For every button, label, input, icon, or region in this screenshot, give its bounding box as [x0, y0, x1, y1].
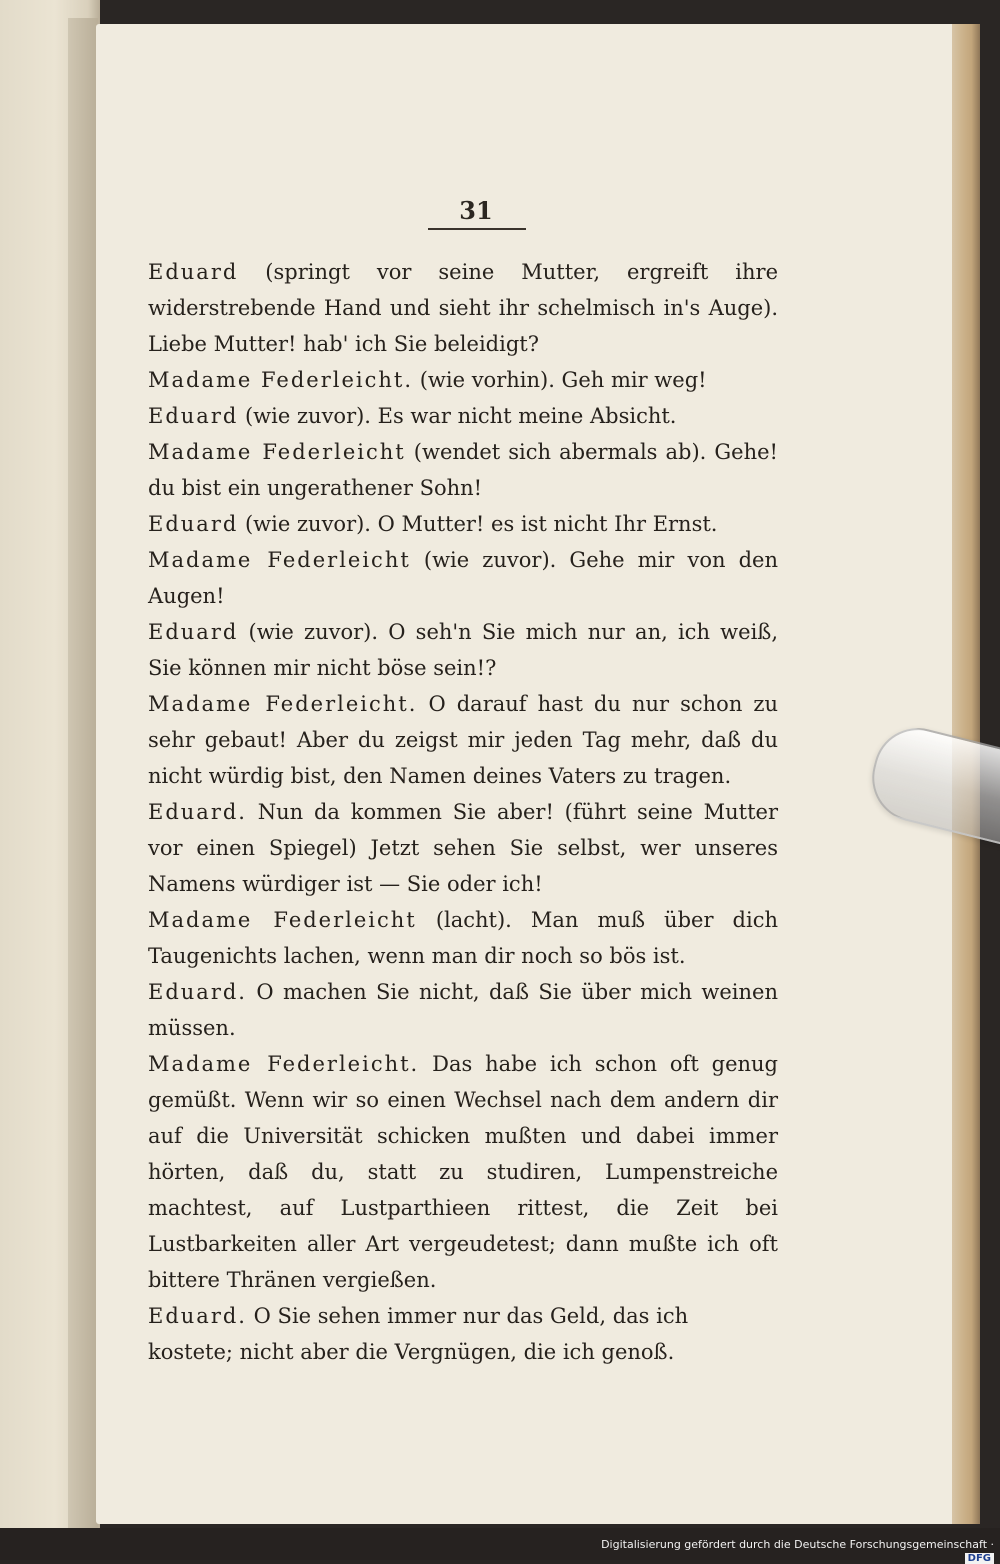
dialogue-text: (springt vor seine Mutter, ergreift ihre widerstrebende Hand und sieht ihr schelmisch in's Auge). Liebe Mutter! hab' ich Sie beleidigt?: [148, 260, 778, 356]
dialogue-text: (wie zuvor). Gehe mir von den Augen!: [148, 548, 778, 608]
speaker-name: Madame Federleicht.: [148, 692, 418, 716]
play-text: [148, 254, 778, 1370]
speaker-name: Eduard: [148, 620, 239, 644]
credit-text: Digitalisierung gefördert durch die Deutsche Forschungsgemeinschaft ·: [601, 1538, 994, 1551]
speaker-name: Eduard: [148, 512, 239, 536]
dialogue-text: (wendet sich abermals ab). Gehe! du bist ein ungerathener Sohn!: [148, 440, 778, 500]
dialogue-text: Nun da kommen Sie aber! (führt seine Mutter vor einen Spiegel) Jetzt sehen Sie selbst, wer unseres Namens würdiger ist — Sie oder ich!: [148, 800, 778, 896]
dialogue-text: (wie zuvor). O seh'n Sie mich nur an, ich weiß, Sie können mir nicht böse sein!?: [148, 620, 778, 680]
speaker-name: Madame Federleicht.: [148, 1052, 420, 1076]
dialogue-paragraph: [148, 362, 778, 398]
speaker-name: Eduard.: [148, 1304, 247, 1328]
book-gutter: [68, 18, 98, 1528]
dialogue-paragraph: [148, 686, 778, 794]
dialogue-paragraph: [148, 1046, 778, 1298]
dialogue-paragraph: [148, 506, 778, 542]
dialogue-text: (wie zuvor). O Mutter! es ist nicht Ihr Ernst.: [238, 512, 718, 536]
dialogue-text: (lacht). Man muß über dich Taugenichts lachen, wenn man dir noch so bös ist.: [148, 908, 778, 968]
speaker-name: Eduard: [148, 404, 239, 428]
dialogue-paragraph: [148, 614, 778, 686]
speaker-name: Madame Federleicht: [148, 548, 411, 572]
dialogue-paragraph: [148, 974, 778, 1046]
dialogue-paragraph: [148, 542, 778, 614]
dialogue-text: (wie zuvor). Es war nicht meine Absicht.: [238, 404, 677, 428]
dialogue-paragraph: [148, 902, 778, 974]
dialogue-paragraph: [148, 1298, 778, 1370]
speaker-name: Eduard: [148, 260, 239, 284]
dialogue-paragraph: [148, 434, 778, 506]
page-number: 31: [459, 196, 493, 225]
speaker-name: Eduard.: [148, 980, 247, 1004]
dialogue-text: Das habe ich schon oft genug gemüßt. Wenn wir so einen Wechsel nach dem andern dir auf die Universität schicken mußten und dabei immer hörten, daß du, statt zu studiren, Lumpenstreiche machtest, auf Lustparthieen rittest, die Zeit bei Lustbarkeiten aller Art vergeudetest; dann mußte ich oft bittere Thränen vergießen.: [148, 1052, 778, 1292]
speaker-name: Eduard.: [148, 800, 247, 824]
speaker-name: Madame Federleicht: [148, 440, 406, 464]
dialogue-text: (wie vorhin). Geh mir weg!: [413, 368, 707, 392]
page-number-rule: [428, 228, 526, 230]
digitization-credit: [600, 1538, 994, 1564]
dialogue-paragraph: [148, 398, 778, 434]
dialogue-text: O darauf hast du nur schon zu sehr gebaut! Aber du zeigst mir jeden Tag mehr, daß du nicht würdig bist, den Namen deines Vaters zu tragen.: [148, 692, 778, 788]
dialogue-text: O Sie sehen immer nur das Geld, das ich kostete; nicht aber die Vergnügen, die ich genoß.: [148, 1304, 689, 1364]
dialogue-paragraph: [148, 254, 778, 362]
dialogue-text: O machen Sie nicht, daß Sie über mich weinen müssen.: [148, 980, 778, 1040]
dialogue-paragraph: [148, 794, 778, 902]
speaker-name: Madame Federleicht: [148, 908, 417, 932]
dfg-logo: DFG: [965, 1553, 994, 1564]
speaker-name: Madame Federleicht.: [148, 368, 414, 392]
